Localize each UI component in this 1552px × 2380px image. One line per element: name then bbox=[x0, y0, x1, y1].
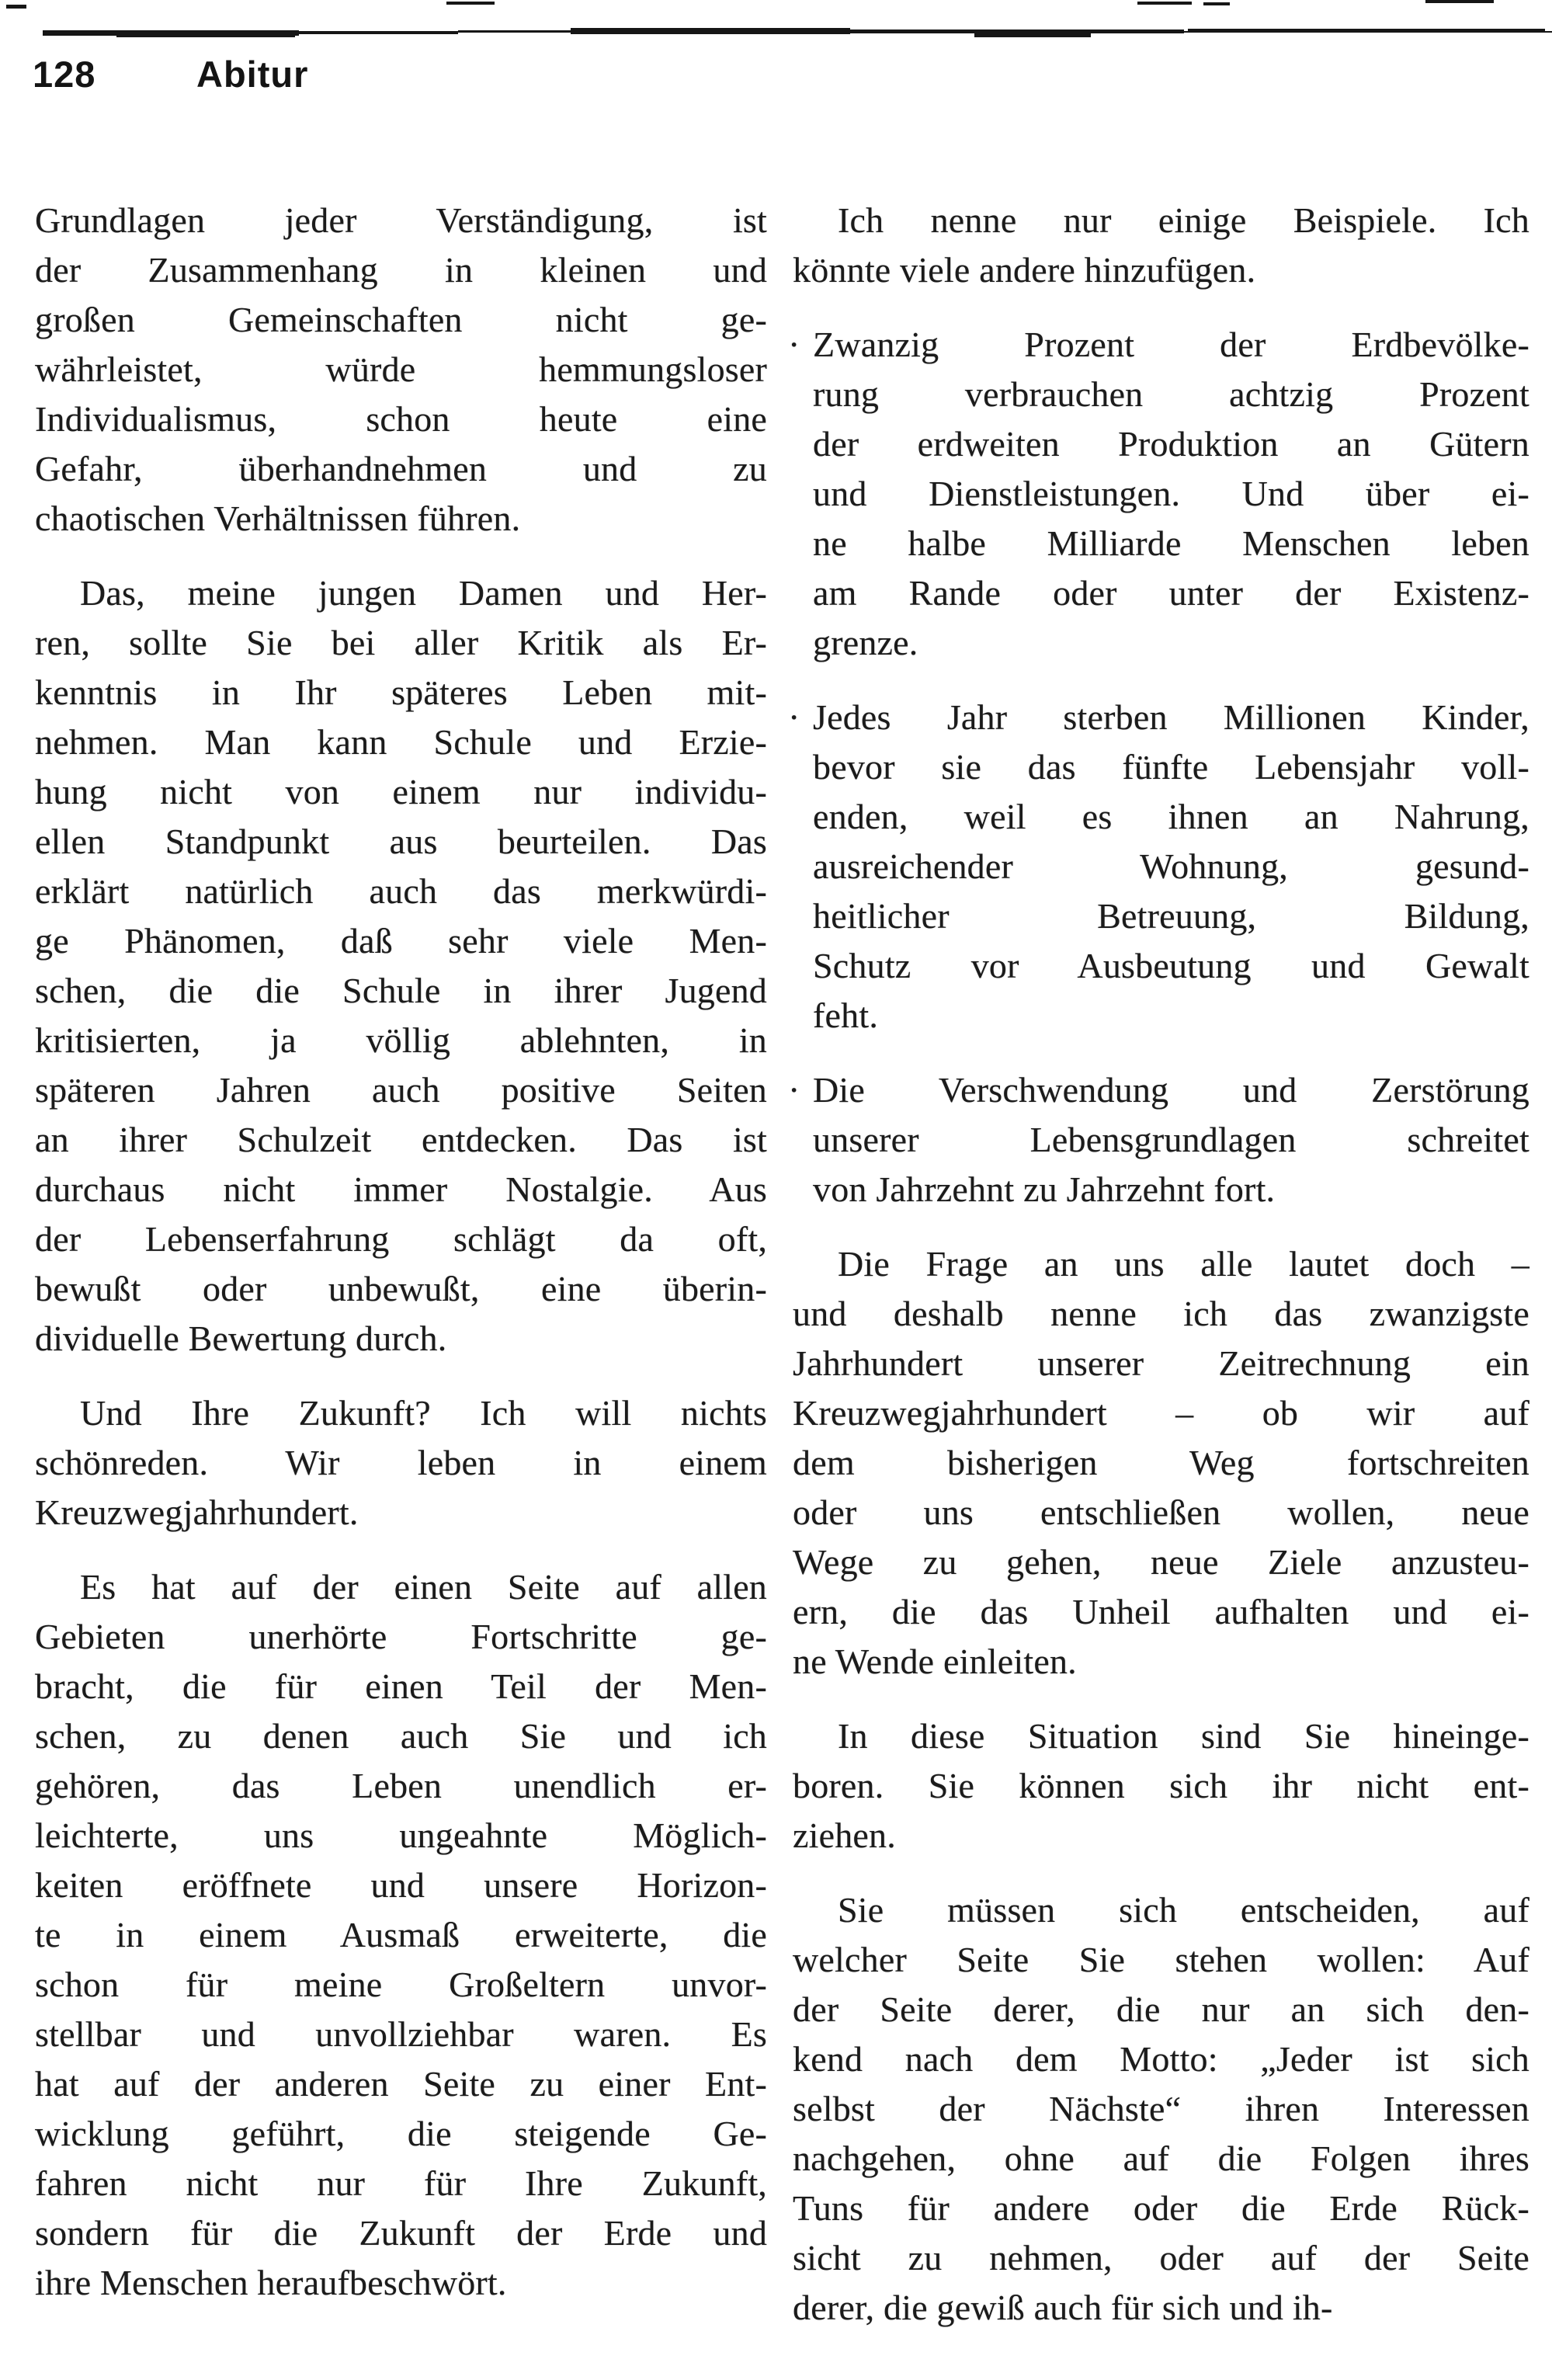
text-line: von Jahrzehnt zu Jahrzehnt fort. bbox=[813, 1169, 1276, 1209]
text-line: Gefahr, überhandnehmen und zu bbox=[35, 449, 768, 488]
paragraph bbox=[793, 1239, 1529, 1687]
text-line: schen, zu denen auch Sie und ich bbox=[35, 1716, 768, 1756]
text-line: Sie müssen sich entscheiden, auf bbox=[838, 1890, 1529, 1930]
text-line: kritisierten, ja völlig ablehnten, in bbox=[35, 1020, 768, 1060]
text-line: schen, die die Schule in ihrer Jugend bbox=[35, 971, 768, 1010]
paragraph bbox=[35, 1562, 767, 2308]
text-line: Die Frage an uns alle lautet doch – bbox=[838, 1244, 1529, 1284]
text-line: te in einem Ausmaß erweiterte, die bbox=[35, 1915, 768, 1954]
paragraph bbox=[35, 568, 767, 1364]
header-rule bbox=[0, 28, 1552, 40]
text-line: heitlicher Betreuung, Bildung, bbox=[813, 896, 1529, 936]
text-line: hat auf der anderen Seite zu einer Ent- bbox=[35, 2064, 768, 2104]
text-line: schönreden. Wir leben in einem bbox=[35, 1443, 768, 1482]
text-line: durchaus nicht immer Nostalgie. Aus bbox=[35, 1169, 768, 1209]
paragraph bbox=[793, 196, 1529, 295]
text-line: späteren Jahren auch positive Seiten bbox=[35, 1070, 768, 1110]
paragraph bbox=[793, 1885, 1529, 2333]
text-line: Wege zu gehen, neue Ziele anzusteu- bbox=[793, 1542, 1529, 1582]
scan-artifact bbox=[1137, 2, 1192, 5]
text-line: chaotischen Verhältnissen führen. bbox=[35, 499, 521, 538]
text-line: der Zusammenhang in kleinen und bbox=[35, 250, 768, 290]
text-line: welcher Seite Sie stehen wollen: Auf bbox=[793, 1940, 1529, 1979]
text-line: selbst der Nächste“ ihren Interessen bbox=[793, 2089, 1529, 2128]
text-line: bevor sie das fünfte Lebensjahr voll- bbox=[813, 747, 1529, 787]
text-line: großen Gemeinschaften nicht ge- bbox=[35, 300, 768, 339]
text-line: derer, die gewiß auch für sich und ih- bbox=[793, 2288, 1333, 2327]
text-line: der Seite derer, die nur an sich den- bbox=[793, 1989, 1529, 2029]
text-line: Grundlagen jeder Verständigung, ist bbox=[35, 200, 768, 240]
text-columns bbox=[35, 196, 1529, 2333]
paragraph bbox=[35, 1388, 767, 1537]
text-line: rung verbrauchen achtzig Prozent bbox=[813, 374, 1529, 414]
text-line: gehören, das Leben unendlich er- bbox=[35, 1766, 768, 1805]
text-line: ne halbe Milliarde Menschen leben bbox=[813, 523, 1529, 563]
scan-artifact bbox=[1203, 2, 1230, 5]
text-line: ge Phänomen, daß sehr viele Men- bbox=[35, 921, 768, 961]
text-line: Individualismus, schon heute eine bbox=[35, 399, 768, 439]
left-column bbox=[35, 196, 767, 2333]
text-line: leichterte, uns ungeahnte Möglich- bbox=[35, 1815, 768, 1855]
text-line: sondern für die Zukunft der Erde und bbox=[35, 2213, 768, 2253]
text-line: ellen Standpunkt aus beurteilen. Das bbox=[35, 822, 768, 861]
bullet-paragraph bbox=[788, 693, 1529, 1041]
text-line: In diese Situation sind Sie hineinge- bbox=[838, 1716, 1529, 1756]
text-line: Jahrhundert unserer Zeitrechnung ein bbox=[793, 1343, 1529, 1383]
text-line: grenze. bbox=[813, 623, 918, 662]
text-line: nachgehen, ohne auf die Folgen ihres bbox=[793, 2139, 1529, 2178]
text-line: der erdweiten Produktion an Gütern bbox=[813, 424, 1529, 464]
text-line: Das, meine jungen Damen und Her- bbox=[80, 573, 768, 613]
text-line: kenntnis in Ihr späteres Leben mit- bbox=[35, 672, 768, 712]
section-title: Abitur bbox=[196, 54, 309, 95]
text-line: an ihrer Schulzeit entdecken. Das ist bbox=[35, 1120, 768, 1159]
text-line: wicklung geführt, die steigende Ge- bbox=[35, 2114, 768, 2153]
text-line: am Rande oder unter der Existenz- bbox=[813, 573, 1529, 613]
text-line: keiten eröffnete und unsere Horizon- bbox=[35, 1865, 768, 1905]
text-line: sicht zu nehmen, oder auf der Seite bbox=[793, 2238, 1529, 2278]
text-line: Kreuzwegjahrhundert – ob wir auf bbox=[793, 1393, 1529, 1433]
text-line: Und Ihre Zukunft? Ich will nichts bbox=[80, 1393, 768, 1433]
text-line: Es hat auf der einen Seite auf allen bbox=[80, 1567, 768, 1607]
text-line: unserer Lebensgrundlagen schreitet bbox=[813, 1120, 1529, 1159]
bullet-icon: · bbox=[788, 325, 800, 364]
text-line: ausreichender Wohnung, gesund- bbox=[813, 846, 1529, 886]
bullet-icon: · bbox=[788, 1070, 800, 1110]
text-line: fahren nicht nur für Ihre Zukunft, bbox=[35, 2163, 768, 2203]
right-column bbox=[788, 196, 1529, 2333]
scan-artifact bbox=[6, 5, 26, 9]
paragraph bbox=[793, 1711, 1529, 1861]
text-line: oder uns entschließen wollen, neue bbox=[793, 1492, 1529, 1532]
text-line: Die Verschwendung und Zerstörung bbox=[813, 1070, 1529, 1110]
text-line: bewußt oder unbewußt, eine überin- bbox=[35, 1269, 768, 1308]
text-line: Ich nenne nur einige Beispiele. Ich bbox=[838, 200, 1529, 240]
text-line: feht. bbox=[813, 995, 879, 1035]
text-line: währleistet, würde hemmungsloser bbox=[35, 349, 768, 389]
text-line: enden, weil es ihnen an Nahrung, bbox=[813, 797, 1529, 836]
text-line: stellbar und unvollziehbar waren. Es bbox=[35, 2014, 768, 2054]
page-number: 128 bbox=[33, 54, 96, 95]
text-line: erklärt natürlich auch das merkwürdi- bbox=[35, 871, 768, 911]
text-line: bracht, die für einen Teil der Men- bbox=[35, 1666, 768, 1706]
text-line: könnte viele andere hinzufügen. bbox=[793, 250, 1256, 290]
running-head bbox=[0, 53, 1552, 99]
text-line: ren, sollte Sie bei aller Kritik als Er- bbox=[35, 623, 768, 662]
scan-artifact bbox=[1425, 0, 1494, 3]
text-line: Kreuzwegjahrhundert. bbox=[35, 1492, 359, 1532]
text-line: Jedes Jahr sterben Millionen Kinder, bbox=[813, 697, 1529, 737]
text-line: ihre Menschen heraufbeschwört. bbox=[35, 2263, 507, 2302]
text-line: und Dienstleistungen. Und über ei- bbox=[813, 474, 1529, 513]
text-line: Tuns für andere oder die Erde Rück- bbox=[793, 2188, 1529, 2228]
text-line: boren. Sie können sich ihr nicht ent- bbox=[793, 1766, 1529, 1805]
text-line: dividuelle Bewertung durch. bbox=[35, 1319, 447, 1358]
text-line: ern, die das Unheil aufhalten und ei- bbox=[793, 1592, 1529, 1631]
text-line: Schutz vor Ausbeutung und Gewalt bbox=[813, 946, 1529, 985]
bullet-paragraph bbox=[788, 320, 1529, 668]
text-line: und deshalb nenne ich das zwanzigste bbox=[793, 1294, 1529, 1333]
text-line: nehmen. Man kann Schule und Erzie- bbox=[35, 722, 768, 762]
text-line: Zwanzig Prozent der Erdbevölke- bbox=[813, 325, 1529, 364]
scan-artifact bbox=[446, 2, 495, 5]
paragraph bbox=[35, 196, 767, 544]
bullet-paragraph bbox=[788, 1065, 1529, 1214]
text-line: hung nicht von einem nur individu- bbox=[35, 772, 768, 811]
text-line: Gebieten unerhörte Fortschritte ge- bbox=[35, 1617, 768, 1656]
text-line: der Lebenserfahrung schlägt da oft, bbox=[35, 1219, 768, 1259]
text-line: dem bisherigen Weg fortschreiten bbox=[793, 1443, 1529, 1482]
bullet-icon: · bbox=[788, 697, 800, 737]
text-line: ne Wende einleiten. bbox=[793, 1642, 1077, 1681]
text-line: ziehen. bbox=[793, 1815, 896, 1855]
text-line: schon für meine Großeltern unvor- bbox=[35, 1965, 768, 2004]
text-line: kend nach dem Motto: „Jeder ist sich bbox=[793, 2039, 1529, 2079]
